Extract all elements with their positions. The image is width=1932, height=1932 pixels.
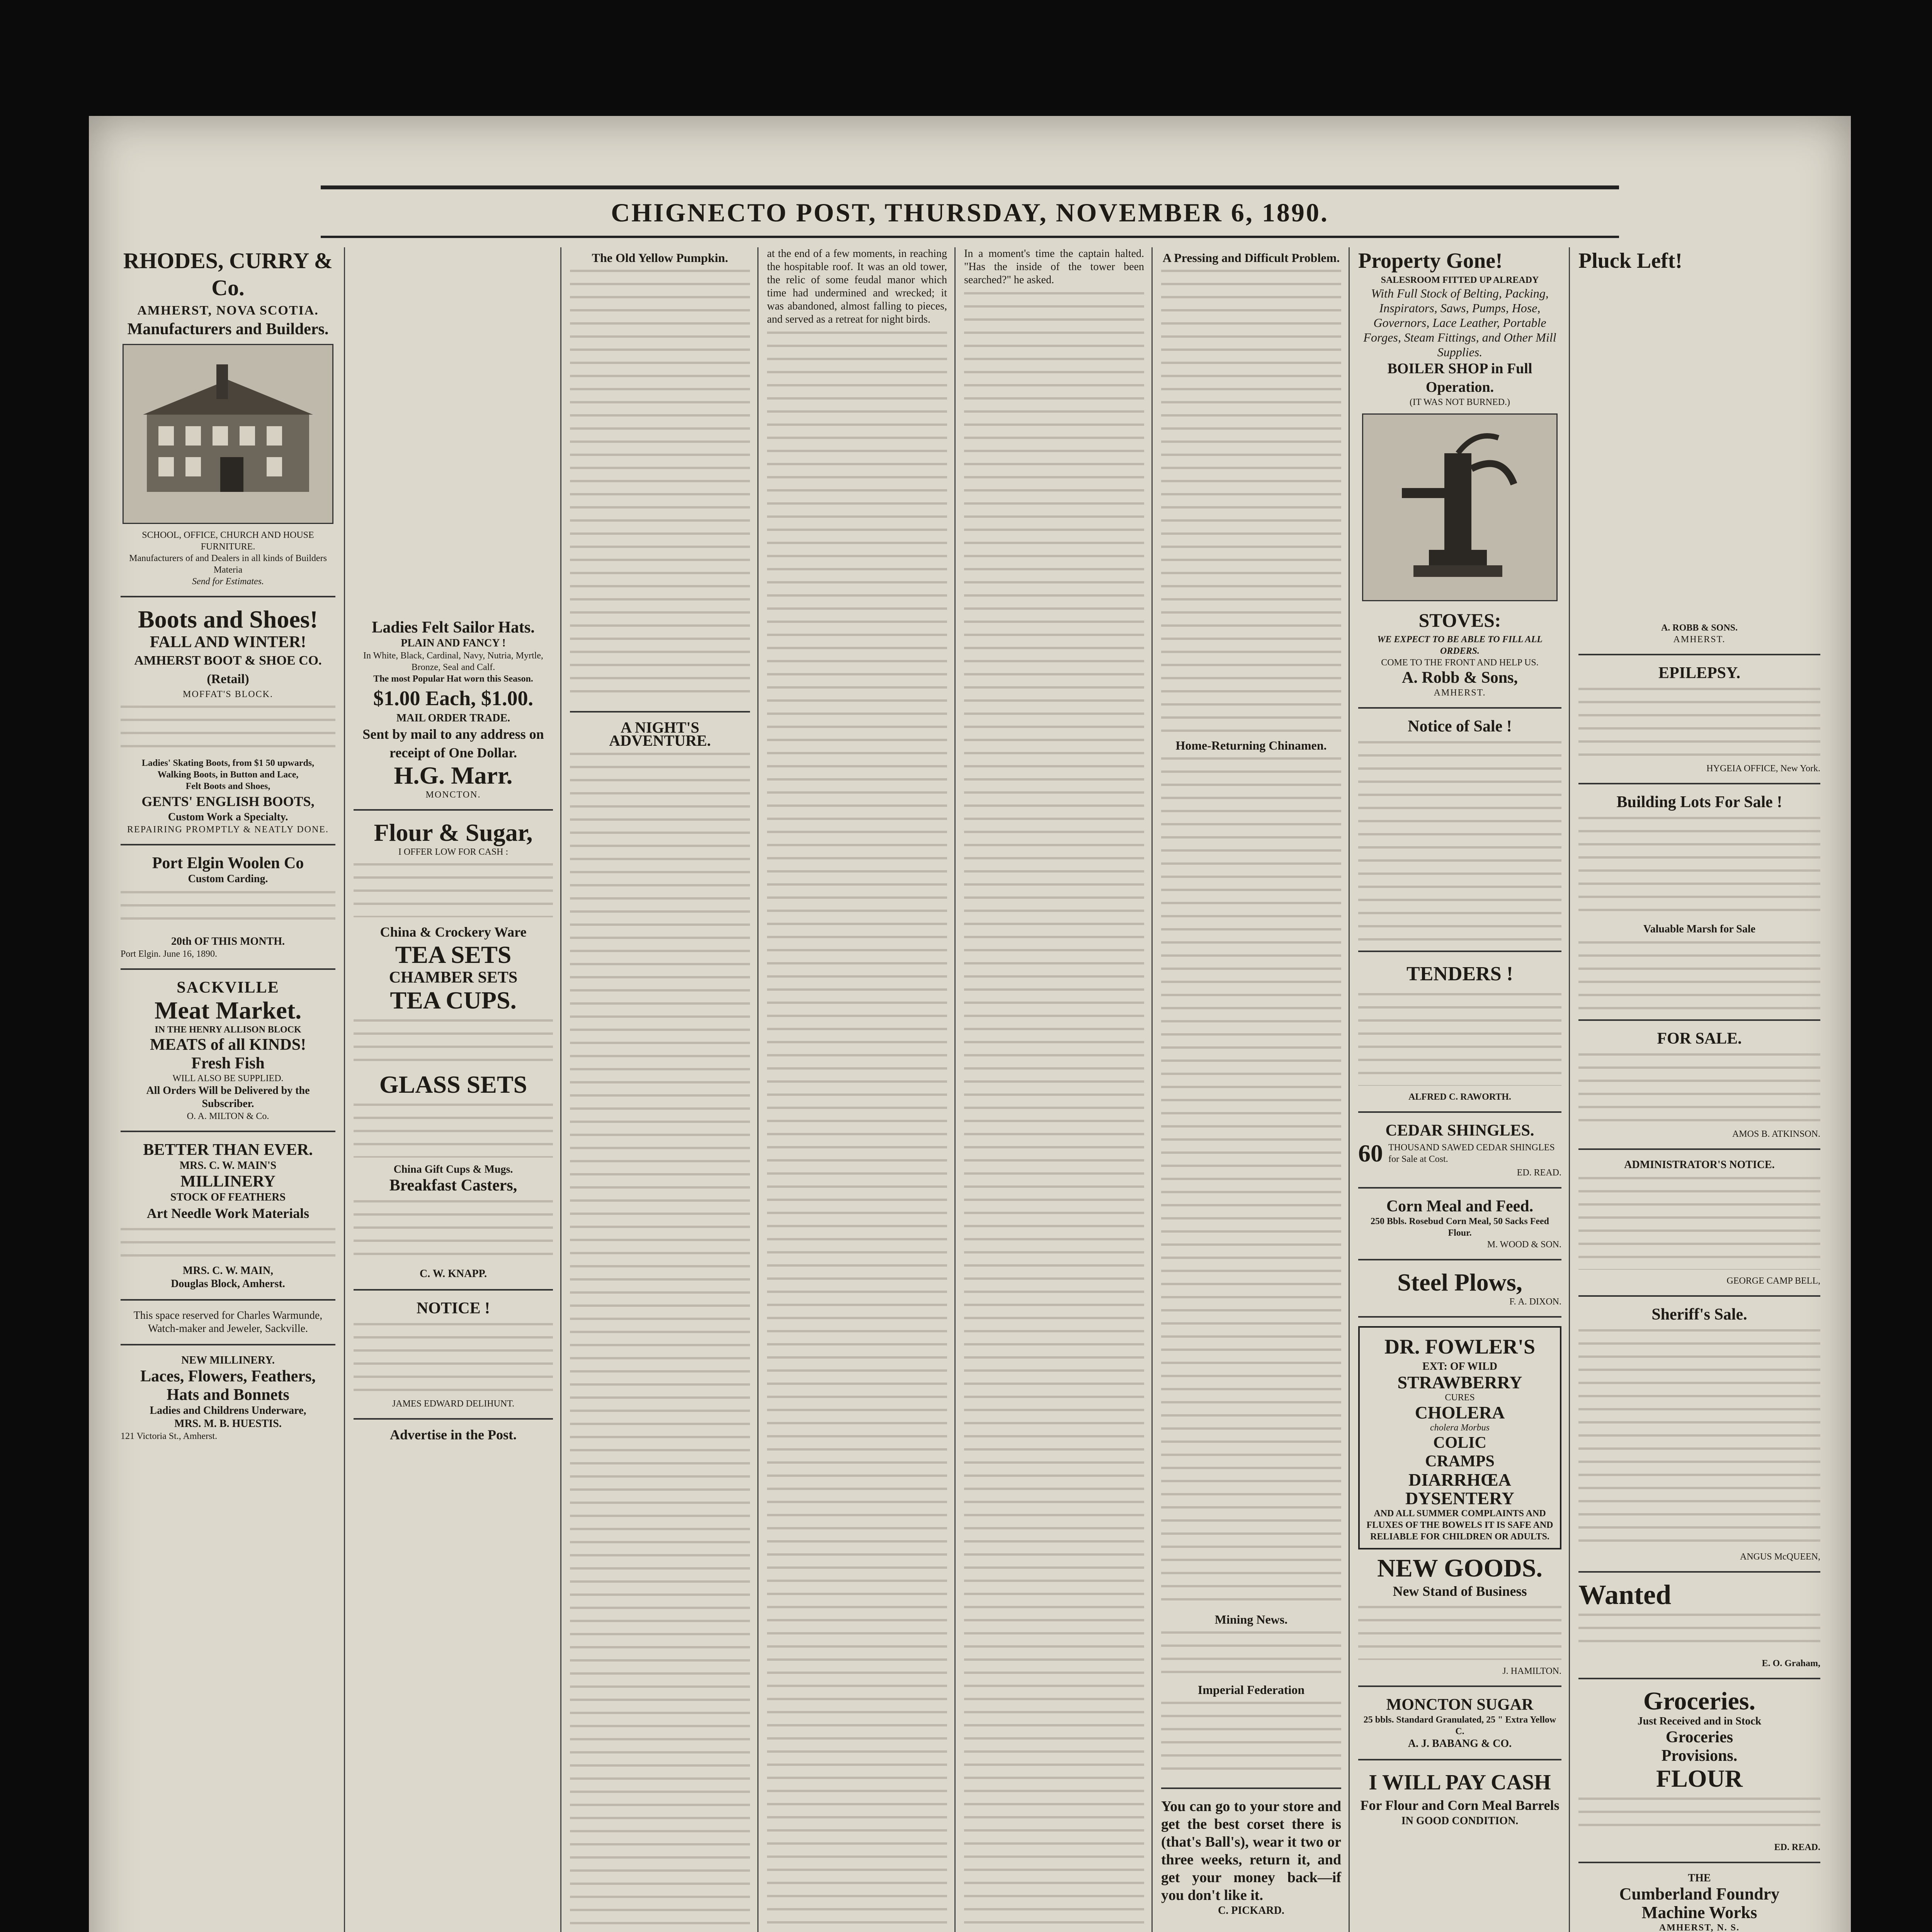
forsale-sign: AMOS B. ATKINSON. (1732, 1129, 1820, 1139)
marsh-title: Valuable Marsh for Sale (1643, 923, 1756, 935)
pump-illustration (1362, 413, 1558, 601)
flour-sign: C. W. KNAPP. (419, 1268, 487, 1280)
fowler-colic: COLIC (1433, 1434, 1486, 1452)
meat-block: IN THE HENRY ALLISON BLOCK (155, 1025, 301, 1035)
fowler-ext: EXT: OF WILD (1422, 1361, 1497, 1372)
woolen-date: 20th OF THIS MONTH. (171, 935, 285, 947)
sheriff-title: Sheriff's Sale. (1651, 1306, 1747, 1323)
boots-season: FALL AND WINTER! (150, 633, 306, 651)
newgoods-title: NEW GOODS. (1377, 1554, 1543, 1582)
steel-sign: F. A. DIXON. (1509, 1297, 1561, 1307)
fowler-footer: AND ALL SUMMER COMPLAINTS AND FLUXES OF THE BOWELS IT IS SAFE AND RELIABLE FOR CHILDREN OR ADULTS. (1366, 1509, 1553, 1542)
column-3 (560, 247, 759, 1932)
steel-title: Steel Plows, (1397, 1269, 1522, 1296)
advertise: Advertise in the Post. (390, 1427, 517, 1442)
foundry-the: THE (1688, 1872, 1711, 1884)
columns (112, 247, 1828, 1932)
rhodes-place: AMHERST, NOVA SCOTIA. (137, 303, 319, 318)
balls-corset: You can go to your store and get the best corset there is (that's Ball's), wear it two or three weeks, return it, and get your money back—if you don't like it. (1161, 1798, 1341, 1903)
property-right: Pluck Left! (1578, 249, 1683, 273)
property-notburned: (IT WAS NOT BURNED.) (1409, 397, 1510, 407)
sugar-title: MONCTON SUGAR (1386, 1696, 1534, 1714)
corn-text: 250 Bbls. Rosebud Corn Meal, 50 Sacks Feed Flour. (1370, 1216, 1549, 1238)
felt-sub: PLAIN AND FANCY ! (401, 637, 506, 649)
foundry-machine: Machine Works (1641, 1903, 1757, 1922)
boots-walking: Walking Boots, in Button and Lace, (157, 770, 299, 780)
main-addr: Douglas Block, Amherst. (171, 1278, 285, 1290)
felt-town: MONCTON. (425, 790, 481, 800)
newmill-ladies: Ladies and Childrens Underware, (150, 1405, 306, 1417)
rhodes-footer: SCHOOL, OFFICE, CHURCH AND HOUSE FURNITURE. (142, 530, 314, 552)
groceries-provisions: Provisions. (1661, 1747, 1738, 1765)
boots-gents: GENTS' ENGLISH BOOTS, (141, 794, 315, 809)
corn-sign: M. WOOD & SON. (1487, 1240, 1561, 1250)
robb-sign-2: A. ROBB & SONS. (1661, 623, 1738, 633)
boots-custom: Custom Work a Specialty. (168, 811, 288, 823)
boots-ladies: Ladies' Skating Boots, from $1 50 upwards, (141, 758, 315, 768)
groceries-sign: ED. READ. (1774, 1842, 1820, 1852)
boots-company: AMHERST BOOT & SHOE CO. (Retail) (134, 653, 322, 686)
felt-sign: H.G. Marr. (394, 762, 513, 789)
shingles-text: THOUSAND SAWED CEDAR SHINGLES for Sale at Cost. (1388, 1143, 1555, 1164)
felt-title: Ladies Felt Sailor Hats. (372, 619, 535, 636)
property-amherst: AMHERST. (1434, 688, 1486, 698)
sheriff-sign: ANGUS McQUEEN, (1740, 1552, 1820, 1562)
pay-cond: IN GOOD CONDITION. (1401, 1815, 1519, 1827)
space-reserved: This space reserved for Charles Warmunde, Watch-maker and Jeweler, Sackville. (133, 1310, 323, 1335)
property-stoves: STOVES: (1418, 609, 1501, 631)
groceries-sub: Just Received and in Stock (1637, 1715, 1762, 1727)
felt-mail: MAIL ORDER TRADE. (396, 712, 510, 724)
column-4 (757, 247, 956, 1932)
fowler-ad (1358, 1326, 1561, 1549)
woolen-sub: Custom Carding. (188, 873, 268, 885)
boots-felt: Felt Boots and Shoes, (185, 781, 270, 791)
groceries-flour: FLOUR (1656, 1765, 1743, 1792)
newmill-hats: Hats and Bonnets (167, 1386, 289, 1404)
meat-meats: MEATS of all KINDS! (150, 1036, 306, 1054)
property-stock: With Full Stock of Belting, Packing, Inspirators, Saws, Pumps, Hose, Governors, Lace Leather, Portable Forges, Steam Fittings, and Other Mill Supplies. (1363, 286, 1556, 359)
col5-text: In a moment's time the captain halted. "Has the inside of the tower been searched?" he asked. (964, 248, 1144, 286)
rhodes-send: Send for Estimates. (192, 577, 264, 587)
meat-sign: O. A. MILTON & Co. (187, 1111, 269, 1121)
felt-price: $1.00 Each, $1.00. (373, 687, 534, 710)
column-7 (1349, 247, 1570, 1932)
foundry-title: Cumberland Foundry (1619, 1884, 1780, 1903)
masthead-title: CHIGNECTO POST, THURSDAY, NOVEMBER 6, 1890. (611, 197, 1329, 227)
shingles-title: CEDAR SHINGLES. (1385, 1122, 1534, 1139)
epilepsy-sign: HYGEIA OFFICE, New York. (1706, 764, 1820, 774)
column-5 (954, 247, 1153, 1932)
boots-title: Boots and Shoes! (138, 605, 318, 633)
felt-popular: The most Popular Hat worn this Season. (373, 674, 533, 684)
newmill-title: NEW MILLINERY. (181, 1354, 275, 1366)
flour-casters: Breakfast Casters, (389, 1177, 517, 1194)
flour-title: Flour & Sugar, (374, 819, 533, 846)
story-title: A NIGHT'S ADVENTURE. (609, 719, 711, 749)
shingles-row (1358, 1140, 1561, 1167)
property-header (1358, 247, 1561, 274)
column-8 (1569, 247, 1829, 1932)
chinamen-title: Home-Returning Chinamen. (1175, 738, 1327, 752)
main-sign: MRS. C. W. MAIN, (182, 1265, 274, 1277)
main-title: BETTER THAN EVER. (143, 1141, 313, 1159)
meat-fish: Fresh Fish (191, 1054, 265, 1072)
admin-sign: GEORGE CAMP BELL, (1726, 1276, 1820, 1286)
fowler-cures: CURES (1445, 1393, 1475, 1403)
wanted-title: Wanted (1578, 1579, 1672, 1610)
notice-sign: JAMES EDWARD DELIHUNT. (392, 1399, 515, 1409)
fowler-name: DR. FOWLER'S (1384, 1335, 1536, 1358)
imperial-title: Imperial Federation (1197, 1683, 1305, 1697)
column-2 (344, 247, 561, 1932)
property-robb: A. Robb & Sons, (1402, 669, 1518, 687)
boots-repairing: REPAIRING PROMPTLY & NEATLY DONE. (127, 825, 329, 835)
flour-cups: TEA CUPS. (390, 986, 517, 1014)
notice-title: NOTICE ! (416, 1299, 490, 1317)
fowler-dysentery: DYSENTERY (1405, 1488, 1515, 1508)
flour-gift: China Gift Cups & Mugs. (393, 1163, 513, 1175)
newspaper-page (89, 116, 1851, 1932)
admin-title: ADMINISTRATOR'S NOTICE. (1624, 1159, 1775, 1171)
newmill-sign: MRS. M. B. HUESTIS. (174, 1418, 282, 1430)
rhodes-subtitle: Manufacturers and Builders. (127, 320, 329, 338)
column-1 (112, 247, 344, 1932)
shingles-qty: 60 (1358, 1139, 1383, 1167)
shingles-sign: ED. READ. (1517, 1168, 1561, 1178)
tenders-title: TENDERS ! (1406, 963, 1513, 985)
problem-title: A Pressing and Difficult Problem. (1162, 251, 1340, 265)
property-left: Property Gone! (1358, 249, 1503, 273)
rhodes-title: RHODES, CURRY & Co. (123, 248, 333, 300)
property-expect: WE EXPECT TO BE ABLE TO FILL ALL ORDERS. (1377, 634, 1543, 656)
boots-block: MOFFAT'S BLOCK. (183, 689, 273, 699)
main-art: Art Needle Work Materials (146, 1206, 310, 1221)
meat-supplied: WILL ALSO BE SUPPLIED. (172, 1073, 284, 1083)
newgoods-stand: New Stand of Business (1393, 1583, 1527, 1599)
main-name: MRS. C. W. MAIN'S (179, 1160, 277, 1172)
flour-chamber: CHAMBER SETS (389, 969, 518, 986)
main-millinery: MILLINERY (180, 1173, 276, 1190)
poem-title: The Old Yellow Pumpkin. (592, 251, 728, 265)
groceries-2: Groceries (1665, 1728, 1733, 1746)
felt-colors: In White, Black, Cardinal, Navy, Nutria, Myrtle, Bronze, Seal and Calf. (363, 651, 543, 672)
epilepsy-title: EPILEPSY. (1658, 664, 1741, 682)
flour-tea: TEA SETS (395, 941, 512, 968)
flour-crockery: China & Crockery Ware (380, 924, 527, 940)
robb-amherst-2: AMHERST. (1673, 634, 1726, 645)
sugar-text: 25 bbls. Standard Granulated, 25 " Extra Yellow C. (1363, 1715, 1556, 1736)
property-come: COME TO THE FRONT AND HELP US. (1381, 658, 1539, 668)
woolen-sign: Port Elgin. June 16, 1890. (121, 949, 217, 959)
newgoods-sign: J. HAMILTON. (1502, 1666, 1561, 1676)
lots-title: Building Lots For Sale ! (1616, 793, 1782, 811)
fowler-strawberry: STRAWBERRY (1397, 1372, 1522, 1392)
fowler-cramps: CRAMPS (1425, 1452, 1495, 1470)
foundry-place: AMHERST, N. S. (1659, 1923, 1740, 1932)
notice-sale: Notice of Sale ! (1408, 718, 1512, 735)
sugar-sign: A. J. BABANG & CO. (1408, 1738, 1512, 1750)
property-boiler: BOILER SHOP in Full Operation. (1387, 361, 1532, 395)
meat-town: SACKVILLE (177, 979, 279, 997)
groceries-title: Groceries. (1643, 1687, 1756, 1715)
mining-title: Mining News. (1214, 1612, 1288, 1626)
main-feathers: STOCK OF FEATHERS (170, 1191, 286, 1203)
pay-sub: For Flour and Corn Meal Barrels (1360, 1798, 1560, 1813)
forsale-title: FOR SALE. (1657, 1030, 1742, 1048)
fowler-cholera: CHOLERA (1415, 1403, 1505, 1422)
fowler-morbus: cholera Morbus (1430, 1423, 1490, 1433)
newmill-laces: Laces, Flowers, Feathers, (140, 1367, 316, 1385)
tenders-sign: ALFRED C. RAWORTH. (1408, 1092, 1511, 1102)
flour-sub: I OFFER LOW FOR CASH : (398, 847, 509, 857)
wanted-sign: E. O. Graham, (1762, 1658, 1820, 1668)
masthead (321, 185, 1619, 238)
property-salesroom: SALESROOM FITTED UP ALREADY (1381, 275, 1539, 285)
rhodes-footer2: Manufacturers of and Dealers in all kinds of Builders Materia (129, 553, 327, 575)
column-6 (1151, 247, 1350, 1932)
woolen-title: Port Elgin Woolen Co (152, 854, 304, 872)
col4-text: at the end of a few moments, in reaching the hospitable roof. It was an old tower, the relic of some feudal manor which time had undermined and wrecked; it was abandoned, almost falling to pieces, and served as a retreat for night birds. (767, 248, 947, 325)
pickard-sign: C. PICKARD. (1218, 1905, 1284, 1917)
factory-illustration (122, 344, 333, 524)
meat-orders: All Orders Will be Delivered by the Subscriber. (146, 1085, 310, 1110)
fowler-diarrhoea: DIARRHŒA (1408, 1470, 1511, 1490)
flour-glass: GLASS SETS (379, 1071, 527, 1098)
felt-sent: Sent by mail to any address on receipt of One Dollar. (362, 726, 544, 760)
meat-title: Meat Market. (154, 997, 302, 1024)
pay-title: I WILL PAY CASH (1369, 1770, 1551, 1794)
corn-title: Corn Meal and Feed. (1386, 1197, 1534, 1215)
newmill-addr: 121 Victoria St., Amherst. (121, 1431, 218, 1441)
